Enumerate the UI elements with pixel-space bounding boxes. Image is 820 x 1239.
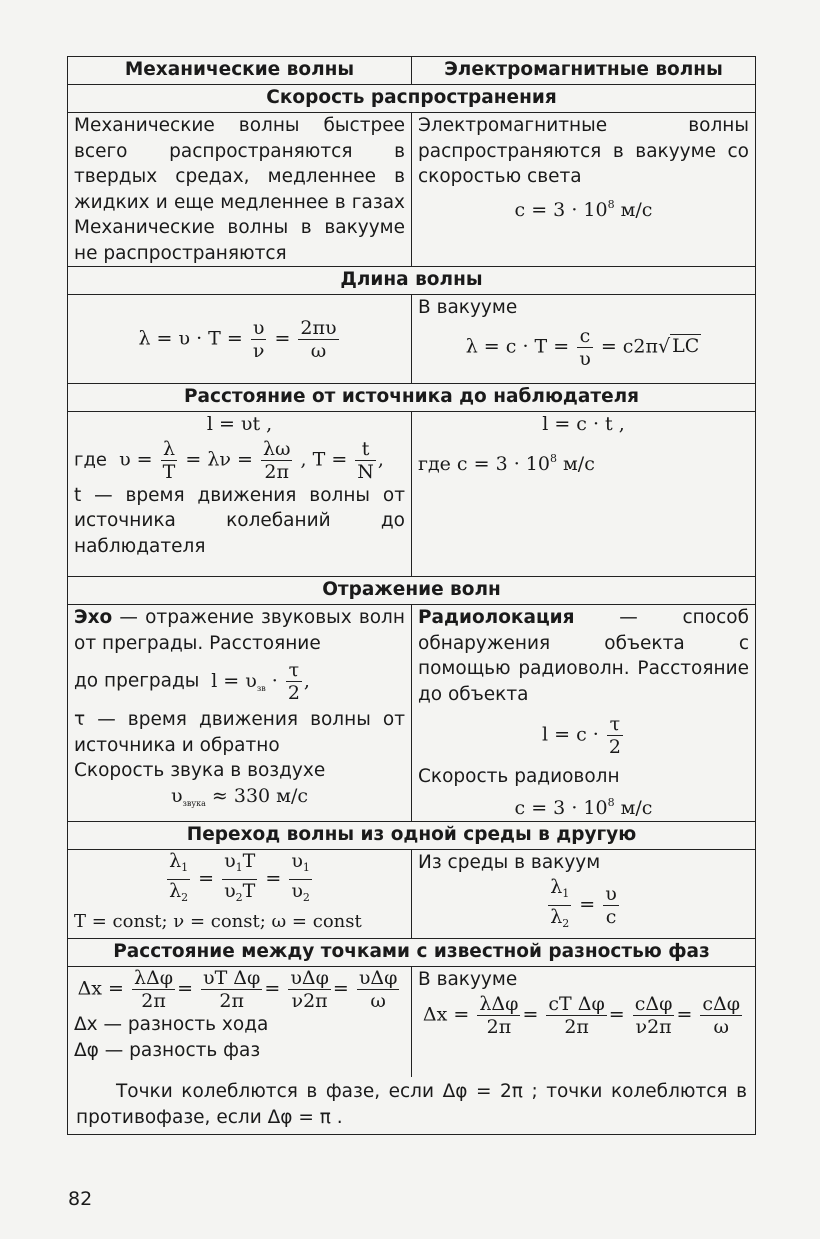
speed-mechanical-text: Механические волны быстрее всего распространяются в твердых средах, медленнее в жидких и еще медленнее в газах Механические волны в вакууме не распространяются [68, 113, 412, 267]
section-row-reflection [68, 605, 756, 822]
subscript: 2 [181, 891, 189, 904]
numerator: λ [162, 437, 175, 460]
speed-of-light-formula [418, 192, 749, 224]
phase-footer-row [68, 1077, 756, 1135]
section-row-distance [68, 412, 756, 577]
numerator: τ [609, 713, 621, 735]
sqrt-argument: LC [672, 335, 700, 357]
transition-ratio-formula: $\frac{\lambda_1}{\lambda_2}$ = $\frac{\upsilon_1T}{\upsilon_2T}$ = $\frac{\upsilon_1}{\upsilon_2}$ [74, 850, 405, 909]
subscript: 1 [302, 861, 310, 874]
numerator: cT Δφ [548, 992, 605, 1015]
transition-em-formula: $\frac{\lambda_1}{\lambda_2}$ = $\frac{\upsilon}{c}$ [418, 876, 749, 935]
wave-comparison-table [67, 56, 756, 1135]
denominator: ω [357, 989, 400, 1012]
denominator: ν2π [288, 989, 331, 1012]
symbol: T [242, 880, 256, 902]
echo-term: Эхо [74, 607, 113, 628]
denominator: ν2π [633, 1015, 675, 1038]
denominator: ν [252, 339, 265, 362]
denominator: 2π [477, 1015, 520, 1038]
numerator: λΔφ [479, 992, 519, 1015]
subscript: 1 [181, 861, 189, 874]
symbol: υ [224, 850, 236, 872]
formula-part: υ [170, 784, 183, 807]
formula-part: = c2π [600, 335, 658, 357]
distance-em-main-formula: l = c · t , [542, 413, 625, 435]
numerator [289, 850, 312, 879]
speed-em-text: Электромагнитные волны распространяются в вакууме со скоростью света [418, 115, 749, 187]
fraction [298, 317, 338, 362]
numerator: τ [288, 659, 300, 681]
fraction [546, 993, 606, 1038]
section-title-speed: Скорость распространения [68, 85, 756, 113]
section-title-row [68, 384, 756, 412]
section-title-wavelength: Длина волны [68, 267, 756, 295]
section-title-row [68, 822, 756, 850]
subscript: 1 [562, 886, 570, 900]
phase-mechanical-cell [68, 967, 412, 1078]
numerator: υΔφ [358, 967, 398, 989]
fraction [161, 438, 178, 483]
denominator: 2π [132, 989, 175, 1012]
formula-unit: м/с [620, 198, 653, 221]
symbol: υ [224, 880, 236, 902]
denominator: 2π [201, 989, 262, 1012]
phase-desc-path-difference: Δx — разность хода [74, 1014, 269, 1035]
echo-definition [74, 605, 405, 656]
subscript: 2 [302, 891, 310, 904]
reflection-echo-cell [68, 605, 412, 822]
fraction [222, 850, 257, 909]
denominator: N [357, 460, 374, 483]
fraction [286, 659, 302, 704]
numerator: λΔφ [134, 967, 174, 989]
denominator [167, 879, 190, 909]
radar-distance-formula [418, 713, 749, 758]
fraction [700, 993, 742, 1038]
wavelength-em-formula: λ = c · T = $\frac{c}{\upsilon}$ = c2π√ LC [465, 324, 700, 370]
section-row-phase [68, 967, 756, 1078]
formula-part: λ = υ · T = [138, 327, 243, 349]
section-row-wavelength [68, 295, 756, 384]
numerator: 2πυ [300, 316, 337, 339]
symbol: λ [550, 875, 563, 898]
fraction [577, 325, 593, 370]
phase-em-formula: Δx = $\frac{\text{λΔφ}}{2\pi}$ = $\frac{\text{cT Δφ}}{2\pi}$ = $\frac{\text{cΔφ}}{\nu 2\pi}$ = $\frac{\text{cΔφ}}{\omega}$ [422, 992, 741, 1038]
fraction [201, 967, 262, 1012]
formula-part: = λν = [185, 448, 253, 470]
radar-definition [418, 605, 749, 707]
radar-text: — способ обнаружения объекта с помощью радиоволн. Расстояние до объекта [418, 607, 749, 705]
symbol: λ [550, 905, 563, 928]
section-title-phase: Расстояние между точками с известной разностью фаз [68, 939, 756, 967]
denominator [222, 879, 257, 909]
formula-part: где c = 3 · 10 [418, 452, 550, 475]
denominator: T [162, 460, 176, 483]
formula-part: λ = c · T = [465, 335, 570, 357]
denominator: 2π [261, 460, 293, 483]
denominator: υ [579, 347, 591, 370]
phase-desc-phase-difference: Δφ — разность фаз [74, 1039, 261, 1061]
transition-const-line: T = const; ν = const; ω = const [74, 911, 362, 932]
header-electromagnetic-waves: Электромагнитные волны [412, 57, 756, 85]
formula-part: Δx [422, 1003, 448, 1025]
numerator: c [579, 324, 591, 347]
subscript: 1 [235, 861, 243, 874]
section-title-row [68, 939, 756, 967]
symbol: υ [291, 880, 303, 902]
formula-exponent: 8 [607, 197, 615, 211]
phase-mechanical-formula: Δx = $\frac{\text{λΔφ}}{2\pi}$ = $\frac{\text{υT Δφ}}{2\pi}$ = $\frac{\text{υΔφ}}{\nu 2\pi}$ = $\frac{\text{υΔφ}}{\omega}$ [77, 967, 398, 1012]
fraction [633, 993, 675, 1038]
formula-exponent: 8 [549, 451, 557, 465]
denominator [548, 905, 571, 935]
sound-speed-label: Скорость звука в воздухе [74, 760, 326, 781]
fraction [289, 850, 312, 909]
fraction [167, 850, 190, 909]
numerator: υT Δφ [203, 967, 261, 989]
radio-speed-formula [418, 790, 749, 822]
distance-where-formula: где υ = $\frac{\lambda}{T}$ = λν = $\frac{\lambda\omega}{2\pi}$ , T = $\frac{t}{N}$ , [74, 437, 384, 483]
numerator: υ [252, 316, 265, 339]
speed-em-cell [412, 113, 756, 267]
formula-part: Δx [77, 977, 102, 1000]
distance-em-cell [412, 412, 756, 577]
numerator: t [361, 437, 370, 460]
numerator [548, 876, 571, 905]
distance-main-formula: l = υt , [206, 413, 273, 435]
denominator: ω [700, 1015, 742, 1038]
formula-part: l = c · [542, 723, 599, 746]
formula-part: c = 3 · 10 [514, 796, 608, 819]
distance-mechanical-cell [68, 412, 412, 577]
denominator: c [603, 905, 619, 928]
formula-unit: м/с [563, 452, 595, 475]
wavelength-em-cell [412, 295, 756, 384]
denominator: 2 [287, 682, 300, 704]
phase-em-label: В вакууме [418, 969, 518, 990]
page-number: 82 [68, 1188, 93, 1210]
formula-unit: м/с [620, 796, 653, 819]
section-title-distance: Расстояние от источника до наблюдателя [68, 384, 756, 412]
radar-term: Радиолокация [418, 607, 575, 628]
formula-part: , T = [300, 448, 348, 470]
echo-text: — отражение звуковых волн от преграды. Расстояние [74, 607, 405, 654]
echo-tau-description: τ — время движения волны от источника и обратно [74, 709, 405, 756]
distance-em-where [418, 446, 749, 478]
section-title-row [68, 85, 756, 113]
wavelength-mechanical-formula: λ = υ · T = $\frac{\upsilon}{\nu}$ = $\frac{2\pi\upsilon}{\omega}$ [68, 295, 412, 384]
section-row-transition [68, 850, 756, 939]
numerator: υΔφ [290, 967, 329, 989]
where-label: где [74, 449, 107, 470]
formula-value: ≈ 330 м/с [211, 784, 309, 807]
symbol: υ [291, 850, 303, 872]
sound-speed-formula [74, 784, 405, 817]
formula-part: l = υ [211, 669, 257, 692]
fraction [477, 993, 520, 1038]
formula-subscript: звука [182, 798, 206, 808]
wavelength-em-label: В вакууме [418, 297, 518, 318]
section-title-transition: Переход волны из одной среды в другую [68, 822, 756, 850]
table-header-row [68, 57, 756, 85]
distance-time-description: t — время движения волны от источника колебаний до наблюдателя [74, 484, 405, 557]
header-mechanical-waves: Механические волны [68, 57, 412, 85]
denominator: ω [298, 339, 338, 362]
formula-part: c = 3 · 10 [514, 198, 608, 221]
radio-speed-label: Скорость радиоволн [418, 766, 620, 787]
fraction [607, 713, 623, 758]
transition-mechanical-cell [68, 850, 412, 939]
fraction [548, 876, 571, 935]
fraction [357, 967, 400, 1012]
denominator: 2 [608, 736, 621, 758]
fraction [603, 883, 619, 928]
formula-part: υ = [119, 448, 153, 470]
echo-distance-line [74, 659, 405, 704]
denominator: 2π [546, 1015, 606, 1038]
fraction [251, 317, 267, 362]
numerator: cΔφ [634, 992, 673, 1015]
formula-exponent: 8 [607, 795, 615, 809]
fraction [132, 967, 175, 1012]
reflection-radar-cell [412, 605, 756, 822]
section-title-row [68, 577, 756, 605]
symbol: λ [169, 880, 182, 902]
section-title-row [68, 267, 756, 295]
transition-em-cell [412, 850, 756, 939]
subscript: 2 [562, 916, 570, 930]
numerator [167, 850, 190, 879]
numerator: υ [605, 882, 617, 905]
phase-em-cell [412, 967, 756, 1078]
numerator: λω [262, 437, 291, 460]
fraction [261, 438, 293, 483]
phase-footer-text: Точки колеблются в фазе, если Δφ = 2π ; точки колеблются в противофазе, если Δφ = π . [68, 1077, 756, 1135]
echo-distance-formula: $l = \upsilon_{зв}$ · $\frac{\tau}{2}$ , [211, 659, 310, 704]
denominator [289, 879, 312, 909]
section-title-reflection: Отражение волн [68, 577, 756, 605]
transition-em-label: Из среды в вакуум [418, 852, 601, 873]
section-row-speed [68, 113, 756, 267]
numerator [222, 850, 257, 879]
echo-distance-label: до преграды [74, 670, 200, 692]
subscript: 2 [235, 891, 243, 904]
formula-subscript: зв [256, 683, 266, 693]
symbol: T [242, 850, 256, 872]
fraction [288, 967, 331, 1012]
symbol: λ [169, 850, 182, 872]
fraction [355, 438, 376, 483]
numerator: cΔφ [702, 992, 741, 1015]
